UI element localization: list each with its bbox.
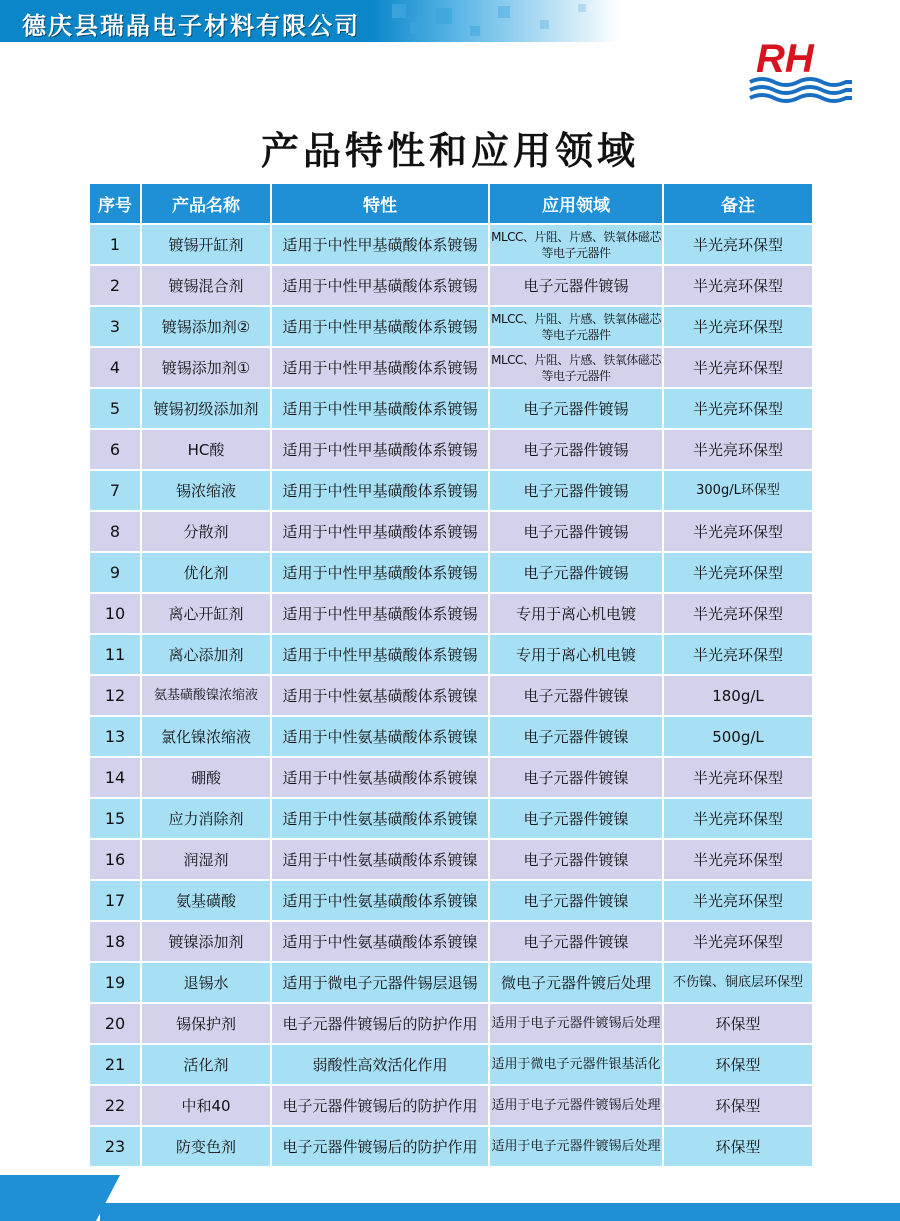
cell-product-name: 润湿剂 <box>141 839 271 880</box>
cell-application: 电子元器件镀锡 <box>489 429 663 470</box>
cell-index: 6 <box>89 429 141 470</box>
cell-remark: 半光亮环保型 <box>663 757 813 798</box>
cell-index: 2 <box>89 265 141 306</box>
cell-application: MLCC、片阻、片感、铁氧体磁芯等电子元器件 <box>489 306 663 347</box>
cell-remark: 不伤镍、铜底层环保型 <box>663 962 813 1003</box>
cell-application: 电子元器件镀锡 <box>489 388 663 429</box>
cell-product-name: 离心开缸剂 <box>141 593 271 634</box>
table-row <box>89 757 813 798</box>
cell-index: 20 <box>89 1003 141 1044</box>
cell-feature: 适用于中性甲基磺酸体系镀锡 <box>271 429 489 470</box>
table-row <box>89 429 813 470</box>
table-row <box>89 839 813 880</box>
table-row <box>89 265 813 306</box>
table-row <box>89 593 813 634</box>
cell-application: 电子元器件镀锡 <box>489 552 663 593</box>
cell-index: 12 <box>89 675 141 716</box>
rh-logo <box>748 32 856 104</box>
table-row <box>89 962 813 1003</box>
cell-product-name: 锡浓缩液 <box>141 470 271 511</box>
cell-feature: 适用于中性氨基磺酸体系镀镍 <box>271 675 489 716</box>
cell-feature: 电子元器件镀锡后的防护作用 <box>271 1126 489 1167</box>
cell-remark: 环保型 <box>663 1126 813 1167</box>
cell-product-name: 活化剂 <box>141 1044 271 1085</box>
cell-index: 13 <box>89 716 141 757</box>
table-body <box>89 224 813 1167</box>
page-title: 产品特性和应用领域 <box>260 128 639 173</box>
cell-remark: 环保型 <box>663 1003 813 1044</box>
products-table <box>88 182 814 1168</box>
cell-index: 7 <box>89 470 141 511</box>
cell-feature: 适用于中性甲基磺酸体系镀锡 <box>271 593 489 634</box>
table-row <box>89 1085 813 1126</box>
cell-application: 专用于离心机电镀 <box>489 634 663 675</box>
cell-remark: 半光亮环保型 <box>663 634 813 675</box>
decor-square <box>436 8 452 24</box>
cell-remark: 半光亮环保型 <box>663 224 813 265</box>
logo-wave <box>750 87 852 93</box>
cell-product-name: 镀锡混合剂 <box>141 265 271 306</box>
cell-application: 电子元器件镀镍 <box>489 757 663 798</box>
cell-index: 1 <box>89 224 141 265</box>
cell-index: 15 <box>89 798 141 839</box>
decor-square <box>392 4 406 18</box>
cell-index: 9 <box>89 552 141 593</box>
cell-remark: 半光亮环保型 <box>663 347 813 388</box>
decor-square <box>578 4 586 12</box>
cell-application: MLCC、片阻、片感、铁氧体磁芯等电子元器件 <box>489 224 663 265</box>
cell-product-name: 硼酸 <box>141 757 271 798</box>
footer-strip <box>100 1203 900 1221</box>
table-row <box>89 552 813 593</box>
cell-application: 电子元器件镀镍 <box>489 880 663 921</box>
cell-remark: 环保型 <box>663 1044 813 1085</box>
decor-square <box>410 22 422 34</box>
cell-product-name: 防变色剂 <box>141 1126 271 1167</box>
table-row <box>89 634 813 675</box>
cell-remark: 半光亮环保型 <box>663 429 813 470</box>
cell-index: 11 <box>89 634 141 675</box>
cell-feature: 适用于中性甲基磺酸体系镀锡 <box>271 224 489 265</box>
cell-remark: 半光亮环保型 <box>663 798 813 839</box>
decor-square <box>470 26 480 36</box>
table-header-row <box>89 183 813 224</box>
cell-feature: 适用于中性甲基磺酸体系镀锡 <box>271 552 489 593</box>
cell-product-name: 镀锡开缸剂 <box>141 224 271 265</box>
column-header-name: 产品名称 <box>141 183 271 224</box>
logo-wave <box>750 95 852 101</box>
cell-product-name: 优化剂 <box>141 552 271 593</box>
cell-product-name: HC酸 <box>141 429 271 470</box>
column-header-index: 序号 <box>89 183 141 224</box>
cell-application: 微电子元器件镀后处理 <box>489 962 663 1003</box>
table-row <box>89 224 813 265</box>
logo-wave <box>750 79 852 85</box>
table-row <box>89 347 813 388</box>
cell-product-name: 镀锡初级添加剂 <box>141 388 271 429</box>
company-name: 德庆县瑞晶电子材料有限公司 <box>22 11 360 40</box>
cell-feature: 适用于中性氨基磺酸体系镀镍 <box>271 757 489 798</box>
cell-feature: 电子元器件镀锡后的防护作用 <box>271 1003 489 1044</box>
cell-application: 电子元器件镀镍 <box>489 716 663 757</box>
cell-product-name: 离心添加剂 <box>141 634 271 675</box>
column-header-application: 应用领域 <box>489 183 663 224</box>
cell-product-name: 分散剂 <box>141 511 271 552</box>
table-row <box>89 921 813 962</box>
cell-application: 电子元器件镀镍 <box>489 839 663 880</box>
cell-feature: 适用于中性甲基磺酸体系镀锡 <box>271 470 489 511</box>
cell-product-name: 镀锡添加剂② <box>141 306 271 347</box>
cell-application: 电子元器件镀锡 <box>489 470 663 511</box>
cell-application: 适用于电子元器件镀锡后处理 <box>489 1126 663 1167</box>
cell-application: 适用于电子元器件镀锡后处理 <box>489 1003 663 1044</box>
cell-product-name: 镀锡添加剂① <box>141 347 271 388</box>
cell-remark: 半光亮环保型 <box>663 593 813 634</box>
cell-index: 17 <box>89 880 141 921</box>
cell-remark: 半光亮环保型 <box>663 921 813 962</box>
cell-remark: 500g/L <box>663 716 813 757</box>
cell-index: 3 <box>89 306 141 347</box>
logo-text: RH <box>756 37 814 81</box>
table-row <box>89 470 813 511</box>
cell-feature: 适用于中性氨基磺酸体系镀镍 <box>271 716 489 757</box>
table-row <box>89 1126 813 1167</box>
cell-product-name: 退锡水 <box>141 962 271 1003</box>
cell-application: 电子元器件镀镍 <box>489 798 663 839</box>
cell-remark: 环保型 <box>663 1085 813 1126</box>
table-row <box>89 1044 813 1085</box>
cell-feature: 适用于中性甲基磺酸体系镀锡 <box>271 306 489 347</box>
table-row <box>89 388 813 429</box>
decor-square <box>540 20 549 29</box>
cell-index: 22 <box>89 1085 141 1126</box>
cell-index: 16 <box>89 839 141 880</box>
decor-square <box>498 6 510 18</box>
cell-application: 电子元器件镀镍 <box>489 921 663 962</box>
cell-index: 10 <box>89 593 141 634</box>
cell-index: 5 <box>89 388 141 429</box>
table-row <box>89 880 813 921</box>
cell-remark: 300g/L环保型 <box>663 470 813 511</box>
table-row <box>89 716 813 757</box>
cell-feature: 适用于中性甲基磺酸体系镀锡 <box>271 511 489 552</box>
cell-remark: 半光亮环保型 <box>663 511 813 552</box>
cell-remark: 180g/L <box>663 675 813 716</box>
table-row <box>89 511 813 552</box>
table-row <box>89 798 813 839</box>
column-header-remark: 备注 <box>663 183 813 224</box>
cell-feature: 适用于中性甲基磺酸体系镀锡 <box>271 388 489 429</box>
cell-remark: 半光亮环保型 <box>663 265 813 306</box>
cell-application: 电子元器件镀镍 <box>489 675 663 716</box>
cell-remark: 半光亮环保型 <box>663 306 813 347</box>
column-header-feature: 特性 <box>271 183 489 224</box>
cell-feature: 适用于中性氨基磺酸体系镀镍 <box>271 798 489 839</box>
cell-application: 适用于电子元器件镀锡后处理 <box>489 1085 663 1126</box>
cell-product-name: 镀镍添加剂 <box>141 921 271 962</box>
cell-application: 电子元器件镀锡 <box>489 265 663 306</box>
cell-index: 21 <box>89 1044 141 1085</box>
cell-product-name: 氨基磺酸镍浓缩液 <box>141 675 271 716</box>
cell-index: 14 <box>89 757 141 798</box>
cell-application: 专用于离心机电镀 <box>489 593 663 634</box>
cell-remark: 半光亮环保型 <box>663 880 813 921</box>
table-row <box>89 306 813 347</box>
cell-feature: 适用于中性氨基磺酸体系镀镍 <box>271 921 489 962</box>
cell-feature: 适用于中性甲基磺酸体系镀锡 <box>271 634 489 675</box>
cell-application: 电子元器件镀锡 <box>489 511 663 552</box>
cell-feature: 适用于中性甲基磺酸体系镀锡 <box>271 265 489 306</box>
cell-feature: 适用于中性甲基磺酸体系镀锡 <box>271 347 489 388</box>
footer-banner <box>0 1175 900 1221</box>
cell-index: 4 <box>89 347 141 388</box>
cell-feature: 适用于微电子元器件锡层退锡 <box>271 962 489 1003</box>
cell-index: 23 <box>89 1126 141 1167</box>
cell-feature: 弱酸性高效活化作用 <box>271 1044 489 1085</box>
table-row <box>89 1003 813 1044</box>
cell-feature: 电子元器件镀锡后的防护作用 <box>271 1085 489 1126</box>
cell-product-name: 氨基磺酸 <box>141 880 271 921</box>
cell-remark: 半光亮环保型 <box>663 552 813 593</box>
table-row <box>89 675 813 716</box>
cell-application: 适用于微电子元器件银基活化 <box>489 1044 663 1085</box>
cell-index: 19 <box>89 962 141 1003</box>
cell-feature: 适用于中性氨基磺酸体系镀镍 <box>271 839 489 880</box>
cell-product-name: 应力消除剂 <box>141 798 271 839</box>
cell-index: 8 <box>89 511 141 552</box>
cell-application: MLCC、片阻、片感、铁氧体磁芯等电子元器件 <box>489 347 663 388</box>
cell-feature: 适用于中性氨基磺酸体系镀镍 <box>271 880 489 921</box>
cell-product-name: 中和40 <box>141 1085 271 1126</box>
cell-remark: 半光亮环保型 <box>663 839 813 880</box>
cell-index: 18 <box>89 921 141 962</box>
cell-remark: 半光亮环保型 <box>663 388 813 429</box>
cell-product-name: 氯化镍浓缩液 <box>141 716 271 757</box>
cell-product-name: 锡保护剂 <box>141 1003 271 1044</box>
